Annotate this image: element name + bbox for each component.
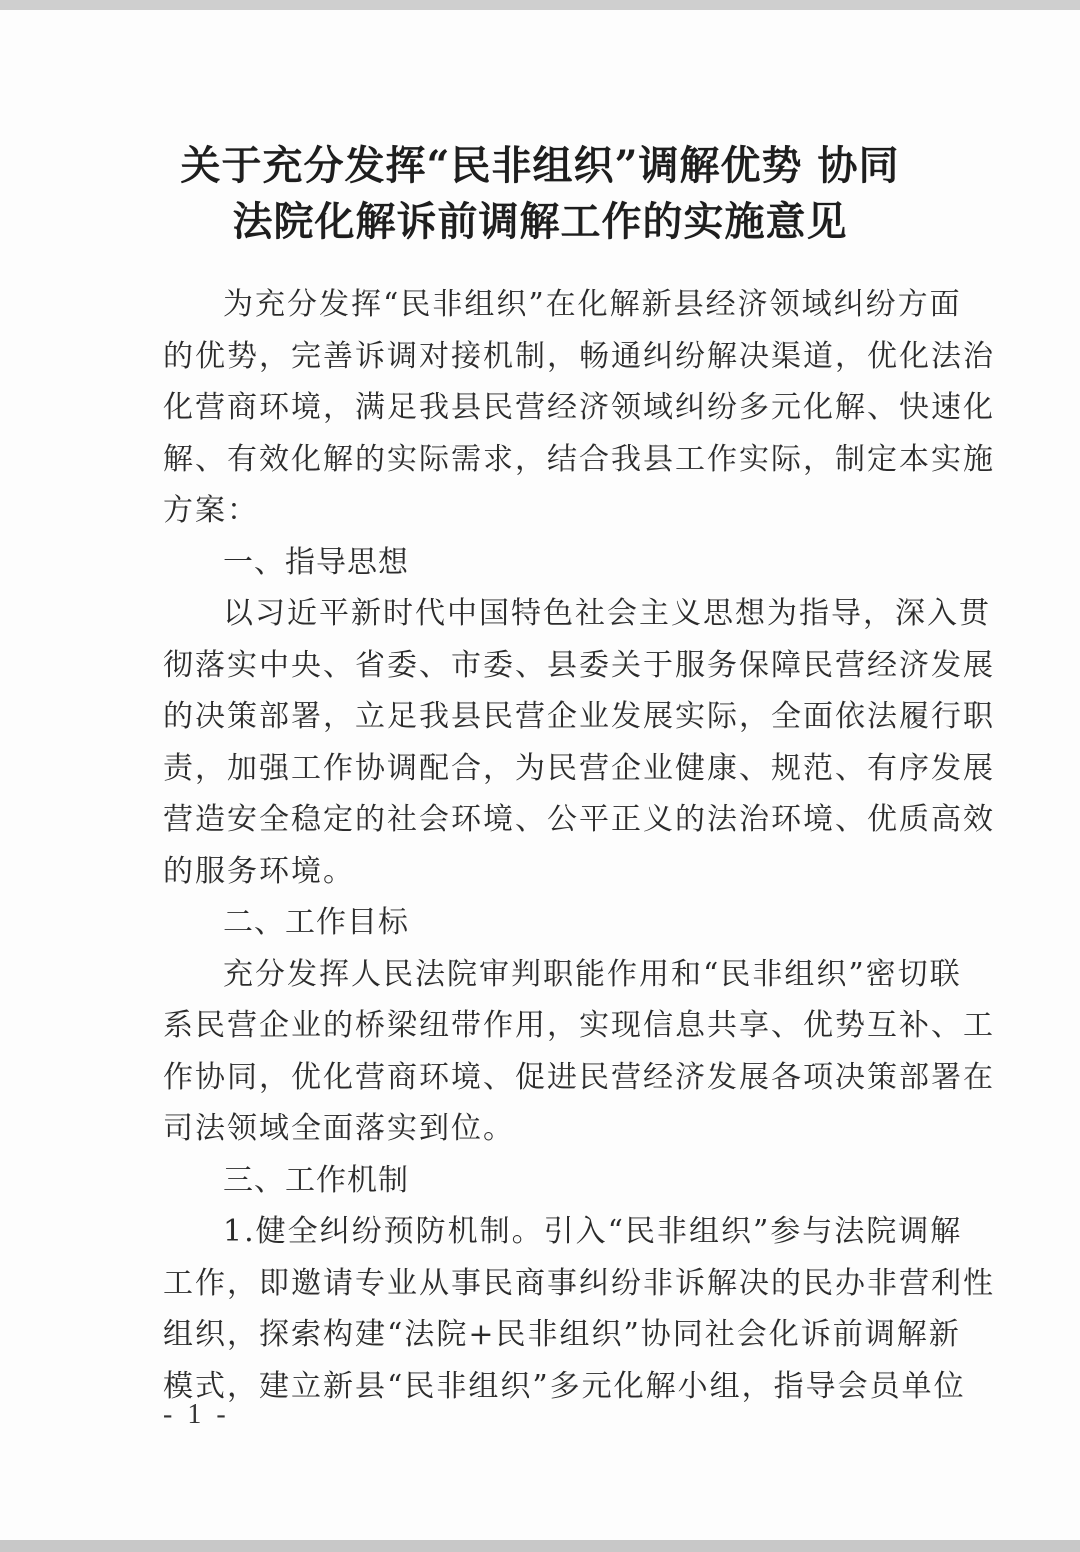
paragraph-line: 充分发挥人民法院审判职能作用和“民非组织”密切联 — [223, 956, 962, 992]
paragraph-line: 工作，即邀请专业从事民商事纠纷非诉解决的民办非营利性 — [163, 1265, 995, 1301]
paragraph-line: 的优势，完善诉调对接机制，畅通纠纷解决渠道，优化法治 — [163, 338, 995, 374]
paragraph-line: 作协同，优化营商环境、促进民营经济发展各项决策部署在 — [163, 1059, 995, 1095]
document-title-line-2: 法院化解诉前调解工作的实施意见 — [232, 198, 848, 245]
scan-border-bottom — [0, 1540, 1080, 1552]
paragraph-line: 化营商环境，满足我县民营经济领域纠纷多元化解、快速化 — [163, 390, 995, 425]
paragraph-line: 的决策部署，立足我县民营企业发展实际，全面依法履行职 — [163, 699, 995, 734]
section-heading: 三、工作机制 — [223, 1162, 409, 1198]
paragraph-line: 方案： — [163, 493, 259, 528]
paragraph-line: 为充分发挥“民非组织”在化解新县经济领域纠纷方面 — [223, 287, 962, 322]
paragraph-line: 模式，建立新县“民非组织”多元化解小组，指导会员单位 — [163, 1368, 966, 1404]
document-body — [163, 279, 995, 1412]
paragraph-line: 责，加强工作协调配合，为民营企业健康、规范、有序发展 — [163, 750, 995, 786]
paragraph-line: 的服务环境。 — [163, 853, 355, 889]
section-heading: 一、指导思想 — [223, 544, 409, 580]
paragraph-line: 司法领域全面落实到位。 — [163, 1111, 515, 1146]
document-title-line-1: 关于充分发挥“民非组织”调解优势 协同 — [180, 142, 900, 189]
paragraph-line: 解、有效化解的实际需求，结合我县工作实际，制定本实施 — [163, 441, 995, 477]
scan-border-top — [0, 0, 1080, 10]
paragraph-line: 系民营企业的桥梁纽带作用，实现信息共享、优势互补、工 — [163, 1008, 995, 1043]
document-page — [0, 10, 1080, 1540]
section-heading: 二、工作目标 — [223, 905, 409, 940]
paragraph-line: 1.健全纠纷预防机制。引入“民非组织”参与法院调解 — [223, 1214, 963, 1249]
page-number: - 1 - — [163, 1399, 230, 1430]
paragraph-line: 以习近平新时代中国特色社会主义思想为指导，深入贯 — [223, 596, 991, 631]
paragraph-line: 彻落实中央、省委、市委、县委关于服务保障民营经济发展 — [163, 647, 995, 683]
paragraph-line: 营造安全稳定的社会环境、公平正义的法治环境、优质高效 — [163, 802, 995, 837]
paragraph-line: 组织，探索构建“法院+民非组织”协同社会化诉前调解新 — [163, 1317, 961, 1352]
